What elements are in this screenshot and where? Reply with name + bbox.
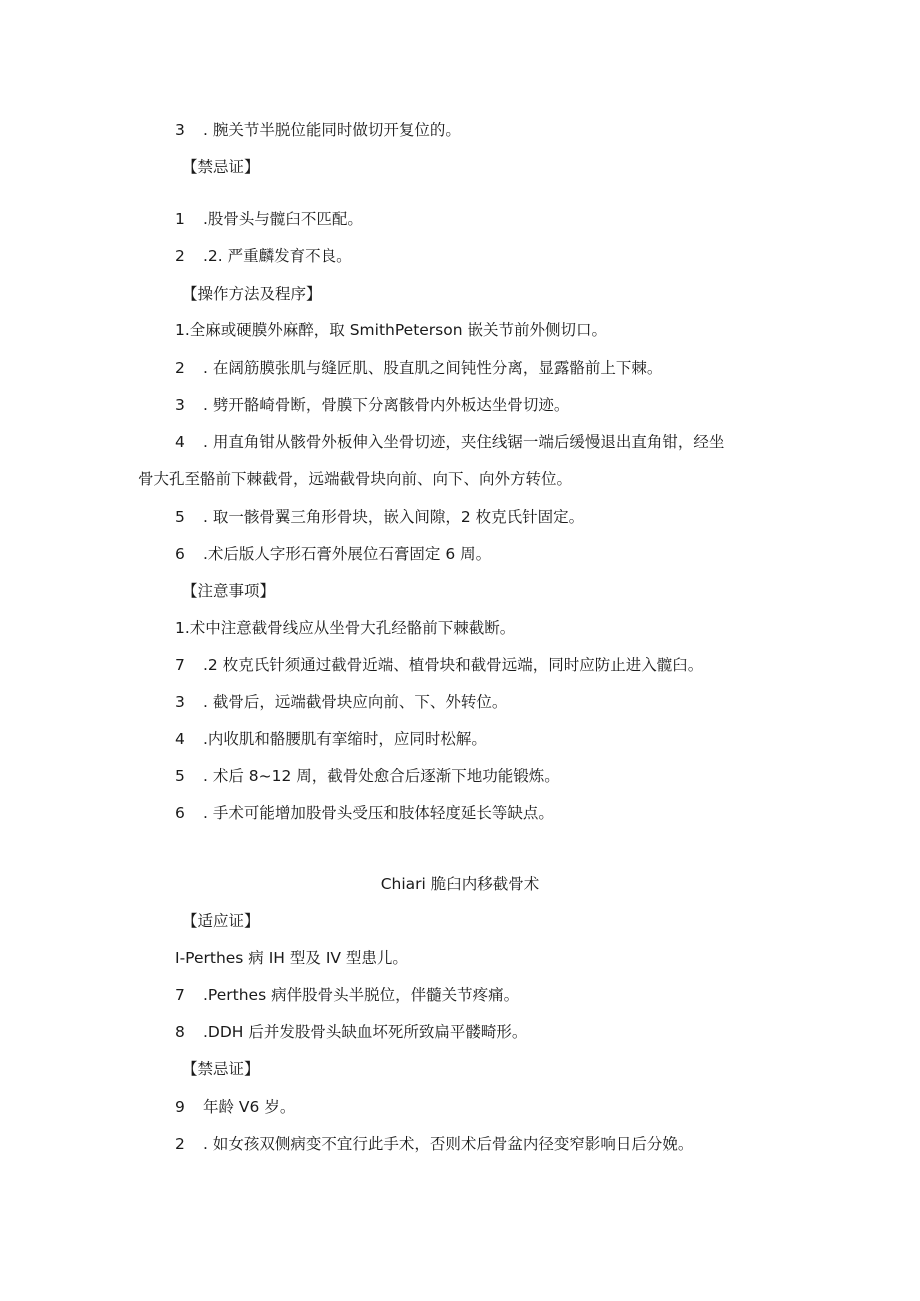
- section-title: Chiari 脆臼内移截骨术: [380, 875, 540, 893]
- list-item: 4 .内收肌和骼腰肌有挛缩时，应同时松解。: [175, 730, 487, 748]
- list-item: 4 . 用直角钳从骸骨外板伸入坐骨切迹，夹住线锯一端后缓慢退出直角钳，经坐: [175, 433, 725, 451]
- list-item: 3 . 截骨后，远端截骨块应向前、下、外转位。: [175, 693, 508, 711]
- list-item: 2 . 在阔筋膜张肌与缝匠肌、股直肌之间钝性分离，显露骼前上下棘。: [175, 359, 663, 377]
- list-item: 7 .Perthes 病伴股骨头半脱位，伴髓关节疼痛。: [175, 986, 520, 1004]
- list-item: 3 . 劈开骼崎骨断，骨膜下分离骸骨内外板达坐骨切迹。: [175, 396, 570, 414]
- list-item: 1.术中注意截骨线应从坐骨大孔经骼前下棘截断。: [175, 619, 516, 637]
- list-item: 7 .2 枚克氏针须通过截骨近端、植骨块和截骨远端，同时应防止进入髋臼。: [175, 656, 704, 674]
- list-item: 8 .DDH 后并发股骨头缺血坏死所致扁平髅畸形。: [175, 1023, 528, 1041]
- list-item: 1 .股骨头与髋臼不匹配。: [175, 210, 363, 228]
- section-heading: 【禁忌证】: [182, 1060, 260, 1078]
- list-item: 3 . 腕关节半脱位能同时做切开复位的。: [175, 121, 461, 139]
- section-heading: 【注意事项】: [182, 582, 276, 600]
- section-heading: 【禁忌证】: [182, 158, 260, 176]
- section-heading: 【操作方法及程序】: [182, 285, 322, 303]
- list-item: I-Perthes 病 IH 型及 IV 型患儿。: [175, 949, 408, 967]
- list-item: 2 .2. 严重麟发育不良。: [175, 247, 352, 265]
- section-heading: 【适应证】: [182, 912, 260, 930]
- list-item: 6 .术后版人字形石膏外展位石膏固定 6 周。: [175, 545, 492, 563]
- list-item: 1.全麻或硬膜外麻醉，取 SmithPeterson 嵌关节前外侧切口。: [175, 321, 607, 339]
- list-item: 9 年龄 V6 岁。: [175, 1098, 296, 1116]
- list-item: 5 . 术后 8~12 周，截骨处愈合后逐渐下地功能锻炼。: [175, 767, 560, 785]
- list-item: 2 . 如女孩双侧病变不宜行此手术，否则术后骨盆内径变窄影响日后分娩。: [175, 1135, 694, 1153]
- list-item: 5 . 取一骸骨翼三角形骨块，嵌入间隙，2 枚克氏针固定。: [175, 508, 585, 526]
- list-item: 6 . 手术可能增加股骨头受压和肢体轻度延长等缺点。: [175, 804, 554, 822]
- list-item-continuation: 骨大孔至骼前下棘截骨，远端截骨块向前、向下、向外方转位。: [138, 470, 573, 488]
